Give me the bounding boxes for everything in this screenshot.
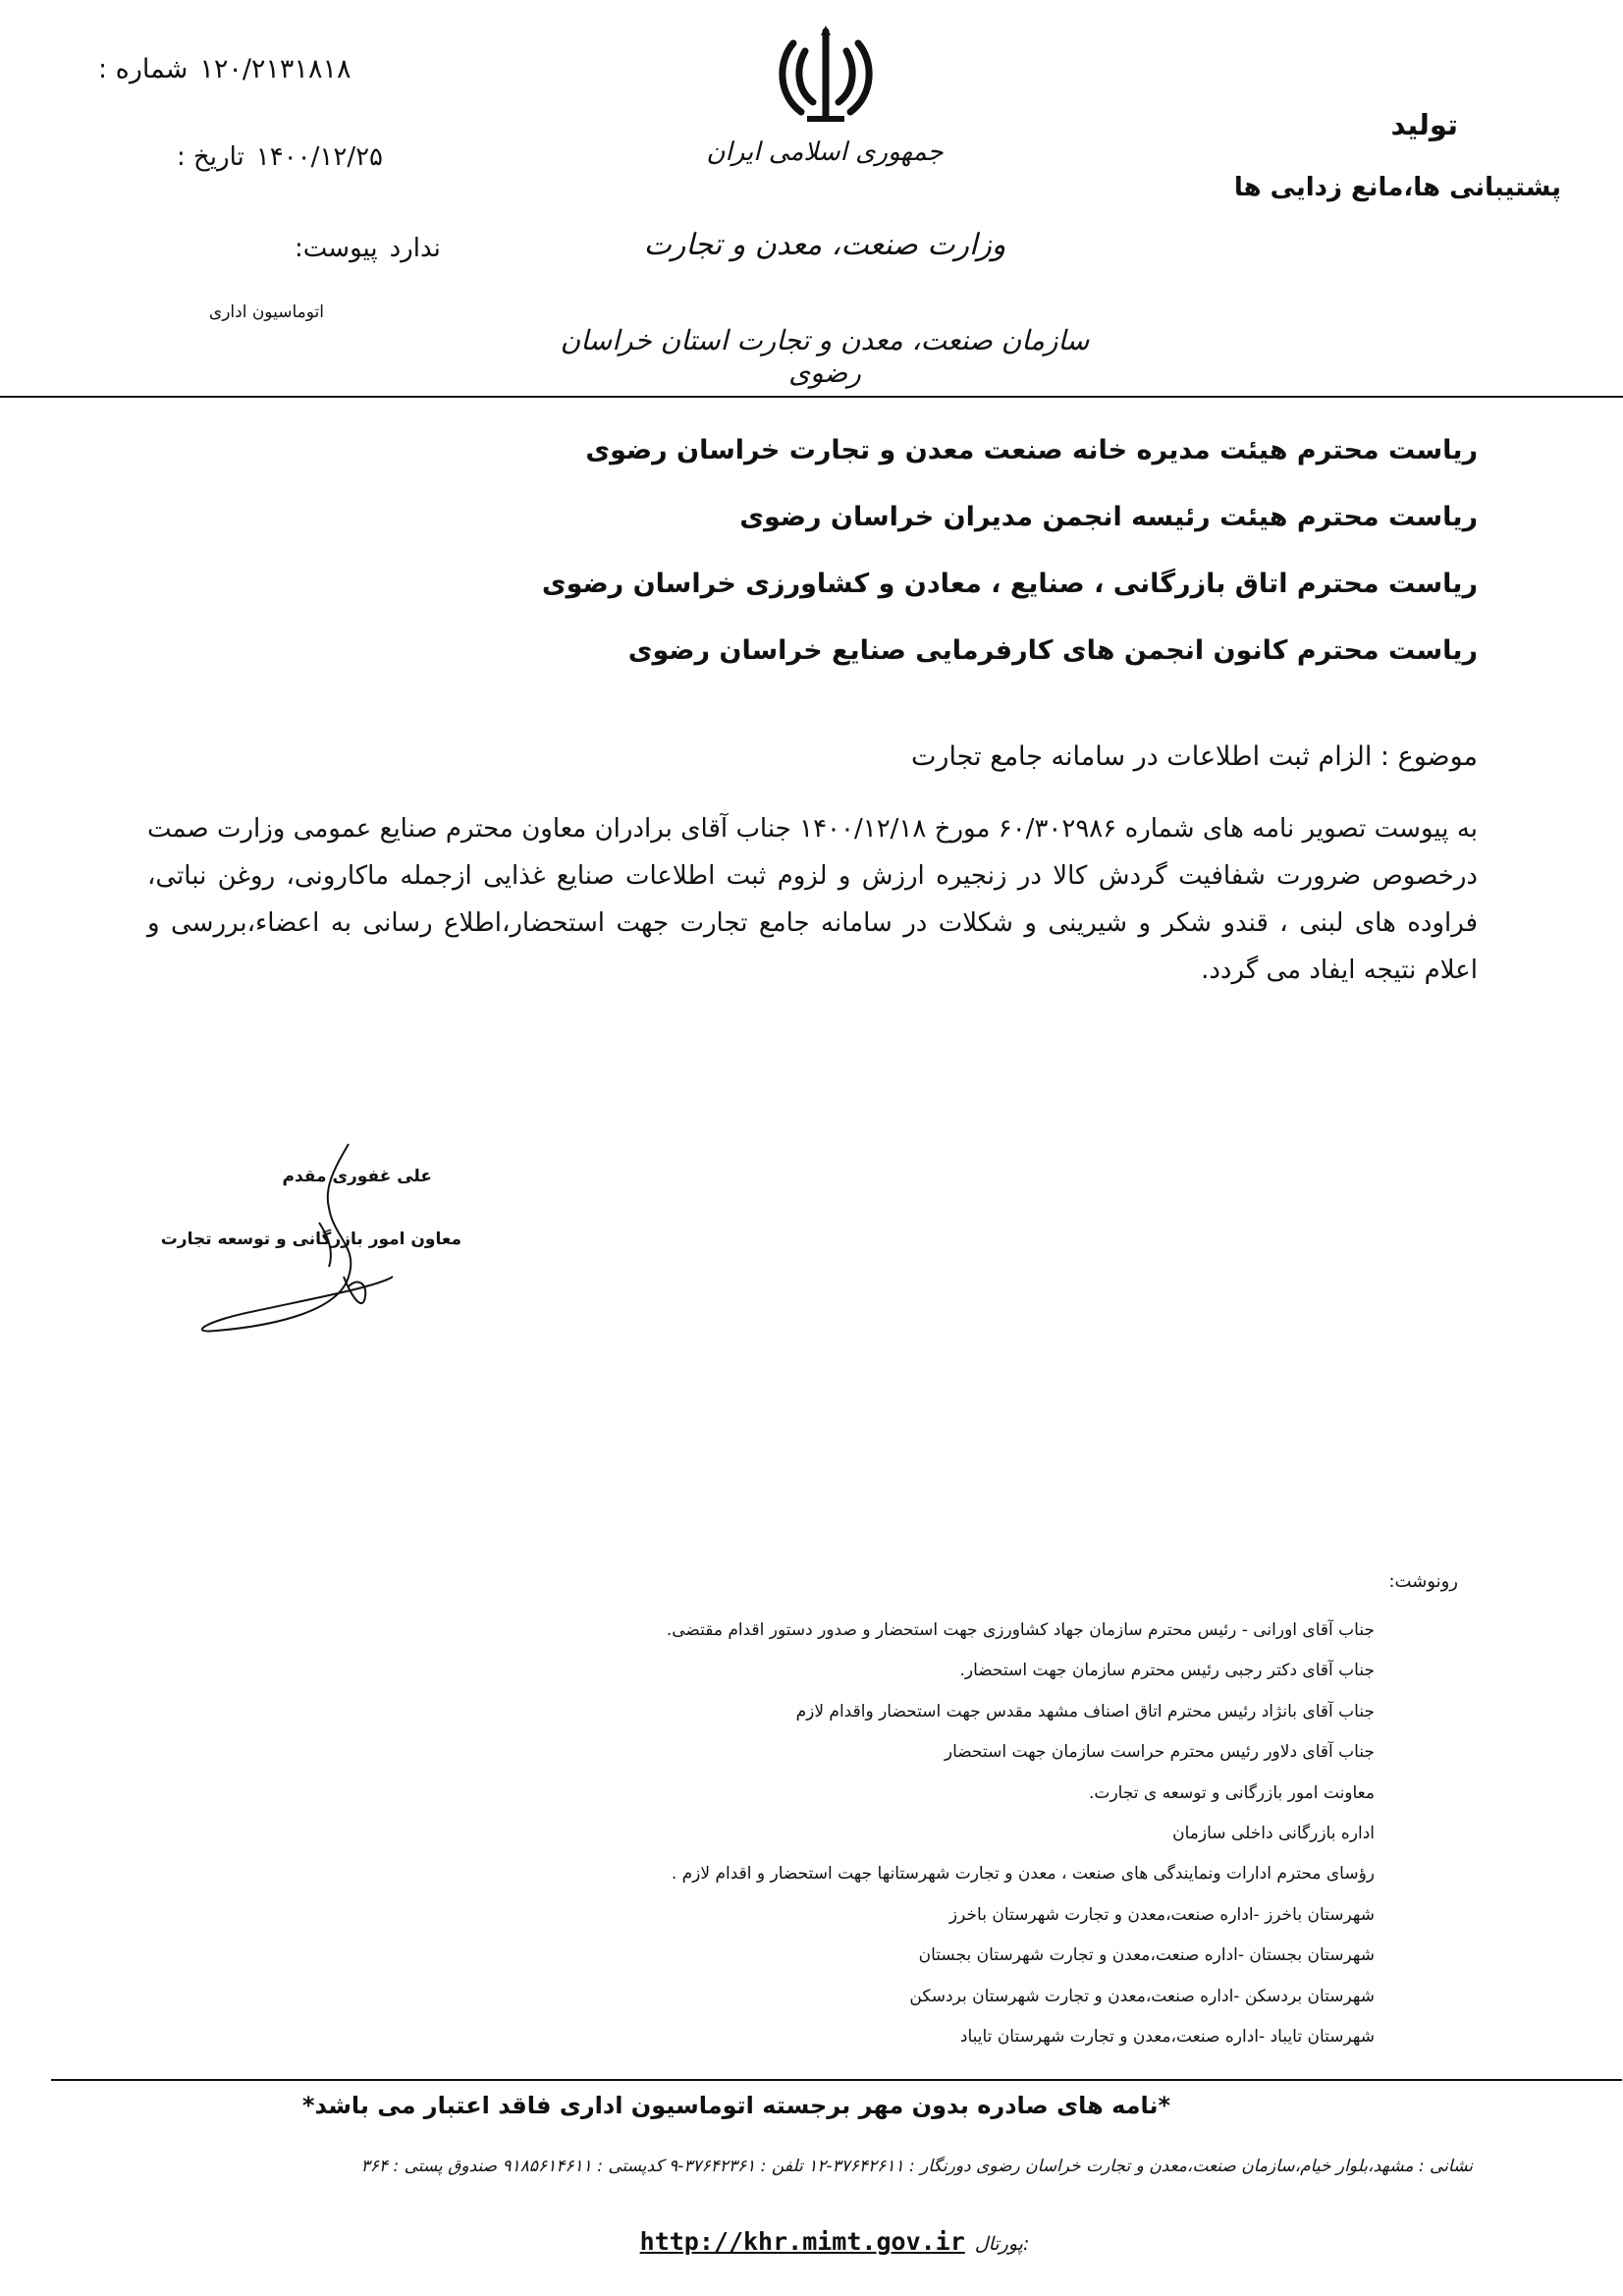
- letter-date: [177, 142, 471, 172]
- cc-item: شهرستان بردسکن -اداره صنعت،معدن و تجارت شهرستان بردسکن: [909, 1986, 1375, 2006]
- letter-number: [98, 54, 471, 84]
- footer-portal: [609, 2227, 1060, 2256]
- footer-validity-note: *نامه های صادره بدون مهر برجسته اتوماسیون اداری فاقد اعتبار می باشد*: [301, 2092, 1171, 2119]
- cc-item: جناب آقای اورانی - رئیس محترم سازمان جهاد کشاورزی جهت استحضار و صدور دستور اقدام مقتضی.: [666, 1620, 1375, 1640]
- letter-attachment-value: ندارد: [389, 234, 441, 263]
- footer-divider: [51, 2079, 1622, 2081]
- cc-item: جناب آقای دلاور رئیس محترم حراست سازمان جهت استحضار: [944, 1742, 1375, 1763]
- letter-date-label: تاریخ :: [177, 142, 244, 172]
- addressee-line: ریاست محترم اتاق بازرگانی ، صنایع ، معادن و کشاورزی خراسان رضوی: [541, 569, 1478, 599]
- cc-item: اداره بازرگانی داخلی سازمان: [1172, 1824, 1375, 1844]
- cc-item: معاونت امور بازرگانی و توسعه ی تجارت.: [1089, 1782, 1375, 1803]
- addressee-list: [541, 417, 1478, 684]
- letterhead-ministry: وزارت صنعت، معدن و تجارت: [643, 228, 1006, 262]
- cc-list: [442, 1611, 1375, 2057]
- department-title: تولید: [1390, 108, 1458, 141]
- cc-item: جناب آقای دکتر رجبی رئیس محترم سازمان جهت استحضار.: [959, 1661, 1375, 1681]
- cc-heading: رونوشت:: [1388, 1571, 1458, 1592]
- letterhead-government: جمهوری اسلامی ایران: [706, 137, 944, 167]
- cc-item: رؤسای محترم ادارات ونمایندگی های صنعت ، معدن و تجارت شهرستانها جهت استحضار و اقدام لازم .: [671, 1864, 1375, 1885]
- addressee-line: ریاست محترم کانون انجمن های کارفرمایی صنایع خراسان رضوی: [627, 635, 1478, 666]
- letter-number-value: ۱۲۰/۲۱۳۱۸۱۸: [199, 54, 352, 84]
- addressee-line: ریاست محترم هیئت رئیسه انجمن مدیران خراسان رضوی: [739, 502, 1478, 532]
- cc-item: جناب آقای بانژاد رئیس محترم اتاق اصناف مشهد مقدس جهت استحضار واقدام لازم: [795, 1701, 1375, 1722]
- cc-item: شهرستان تایباد -اداره صنعت،معدن و تجارت شهرستان تایباد: [959, 2027, 1375, 2048]
- portal-label: پورتال:: [974, 2233, 1030, 2255]
- letter-number-label: شماره :: [98, 54, 189, 84]
- letterhead-organization: سازمان صنعت، معدن و تجارت استان خراسان رضوی: [560, 324, 1090, 389]
- signatory-name: علی غفوری مقدم: [282, 1167, 432, 1186]
- header-divider: [0, 396, 1623, 398]
- portal-link[interactable]: http://khr.mimt.gov.ir: [639, 2227, 965, 2256]
- letter-subject: موضوع : الزام ثبت اطلاعات در سامانه جامع تجارت: [911, 741, 1478, 772]
- cc-item: شهرستان باخرز -اداره صنعت،معدن و تجارت شهرستان باخرز: [948, 1904, 1375, 1925]
- automation-note: اتوماسیون اداری: [208, 302, 324, 322]
- letter-attachment: [295, 234, 471, 263]
- signatory-title: معاون امور بازرگانی و توسعه تجارت: [160, 1230, 461, 1249]
- cc-item: شهرستان بجستان -اداره صنعت،معدن و تجارت شهرستان بجستان: [918, 1945, 1375, 1966]
- department-subtitle: پشتیبانی ها،مانع زدایی ها: [1233, 173, 1561, 202]
- letter-date-value: ۱۴۰۰/۱۲/۲۵: [255, 142, 384, 172]
- addressee-line: ریاست محترم هیئت مدیره خانه صنعت معدن و تجارت خراسان رضوی: [585, 435, 1478, 465]
- letter-body: به پیوست تصویر نامه های شماره ۶۰/۳۰۲۹۸۶ مورخ ۱۴۰۰/۱۲/۱۸ جناب آقای برادران معاون محترم صنایع عمومی وزارت صمت درخصوص ضرورت شفافیت گردش کالا در زنجیره ارزش و لزوم ثبت اطلاعات صنایع غذایی ازجمله ماکارونی، روغن نباتی، فراوده های لبنی ، قندو شکر و شیرینی و شکلات در سامانه جامع تجارت جهت استحضار،اطلاع رسانی به اعضاء،بررسی و اعلام نتیجه ایفاد می گردد.: [147, 814, 1479, 985]
- iran-emblem-logo: [772, 22, 880, 130]
- footer-address: نشانی : مشهد،بلوار خیام،سازمان صنعت،معدن و تجارت خراسان رضوی دورنگار : ۳۷۶۴۲۶۱۱-۱۲ تلفن : ۳۷۶۴۲۳۶۱-۹ کدپستی : ۹۱۸۵۶۱۴۶۱۱ صندوق پستی : ۳۶۴: [360, 2157, 1473, 2176]
- letter-attachment-label: پیوست:: [295, 234, 378, 263]
